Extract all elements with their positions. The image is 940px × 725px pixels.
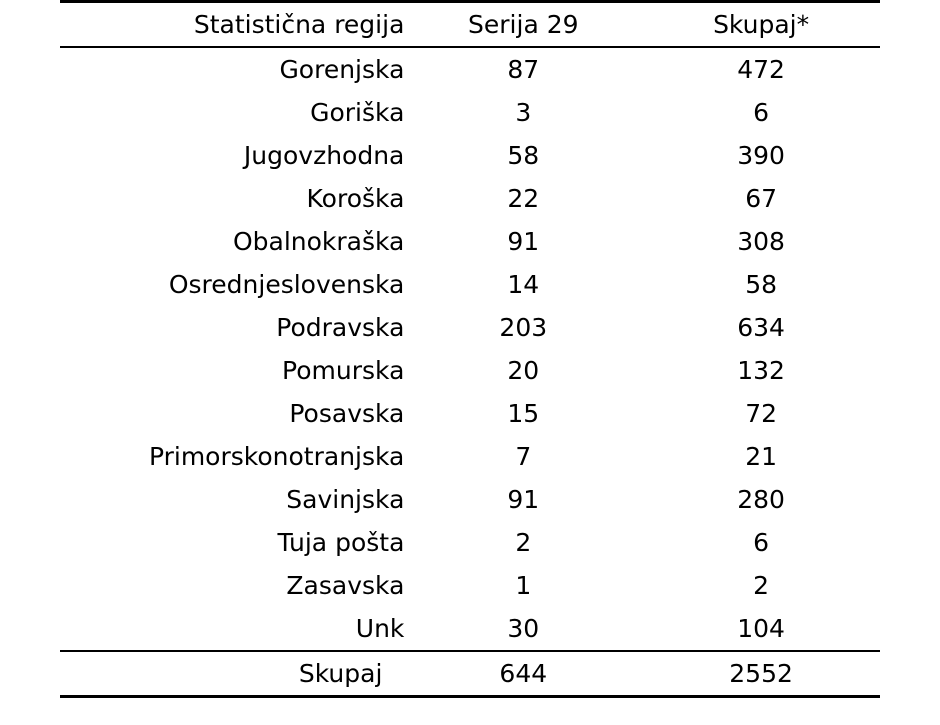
cell-serija-29: 1 <box>515 571 532 600</box>
cell-region: Jugovzhodna <box>243 141 405 170</box>
cell-serija-29: 2 <box>515 528 532 557</box>
cell-region: Osrednjeslovenska <box>168 270 405 299</box>
cell-region: Posavska <box>289 399 405 428</box>
cell-region: Primorskonotranjska <box>148 442 405 471</box>
total-serija-29: 644 <box>404 651 642 697</box>
cell-serija-29: 58 <box>507 141 540 170</box>
cell-region: Zasavska <box>286 571 405 600</box>
table-row <box>60 91 880 134</box>
cell-region: Pomurska <box>282 356 405 385</box>
cell-serija-29: 91 <box>507 227 540 256</box>
cell-serija-29: 7 <box>515 442 532 471</box>
table-row <box>60 134 880 177</box>
cell-serija-29: 87 <box>507 55 540 84</box>
table-footer <box>60 651 880 697</box>
total-label: Skupaj <box>60 651 404 697</box>
cell-region: Podravska <box>276 313 405 342</box>
table-row <box>60 306 880 349</box>
table-row <box>60 478 880 521</box>
cell-skupaj: 6 <box>753 528 770 557</box>
cell-skupaj: 472 <box>737 55 785 84</box>
cell-skupaj: 104 <box>737 614 785 643</box>
cell-skupaj: 308 <box>737 227 785 256</box>
cell-serija-29: 203 <box>499 313 548 342</box>
table-header-row <box>60 2 880 48</box>
table-row <box>60 263 880 306</box>
cell-skupaj: 6 <box>753 98 770 127</box>
cell-serija-29: 30 <box>507 614 540 643</box>
table-body <box>60 47 880 651</box>
cell-serija-29: 20 <box>507 356 540 385</box>
cell-skupaj: 21 <box>745 442 777 471</box>
cell-skupaj: 58 <box>745 270 777 299</box>
cell-region: Savinjska <box>286 485 405 514</box>
table-row <box>60 435 880 478</box>
cell-region: Tuja pošta <box>277 528 405 557</box>
cell-serija-29: 3 <box>515 98 532 127</box>
column-header-region: Statistična regija <box>60 2 404 48</box>
table-row <box>60 349 880 392</box>
cell-region: Goriška <box>310 98 405 127</box>
cell-region: Unk <box>355 614 405 643</box>
cell-region: Gorenjska <box>279 55 405 84</box>
table-header <box>60 2 880 48</box>
table-row <box>60 47 880 91</box>
cell-skupaj: 67 <box>745 184 777 213</box>
cell-skupaj: 72 <box>745 399 777 428</box>
total-skupaj: 2552 <box>642 651 880 697</box>
cell-skupaj: 132 <box>737 356 785 385</box>
cell-region: Obalnokraška <box>232 227 405 256</box>
table-row <box>60 177 880 220</box>
cell-serija-29: 15 <box>507 399 540 428</box>
table-total-row <box>60 651 880 697</box>
cell-serija-29: 91 <box>507 485 540 514</box>
cell-skupaj: 634 <box>737 313 785 342</box>
cell-skupaj: 280 <box>737 485 785 514</box>
cell-region: Koroška <box>306 184 405 213</box>
table-row <box>60 392 880 435</box>
table-row <box>60 521 880 564</box>
cell-skupaj: 390 <box>737 141 785 170</box>
table-row <box>60 607 880 651</box>
table-row <box>60 220 880 263</box>
column-header-skupaj: Skupaj* <box>642 2 880 48</box>
table-row <box>60 564 880 607</box>
cell-serija-29: 22 <box>507 184 540 213</box>
cell-serija-29: 14 <box>507 270 540 299</box>
column-header-serija-29: Serija 29 <box>404 2 642 48</box>
statistical-region-table <box>60 0 880 698</box>
cell-skupaj: 2 <box>753 571 770 600</box>
